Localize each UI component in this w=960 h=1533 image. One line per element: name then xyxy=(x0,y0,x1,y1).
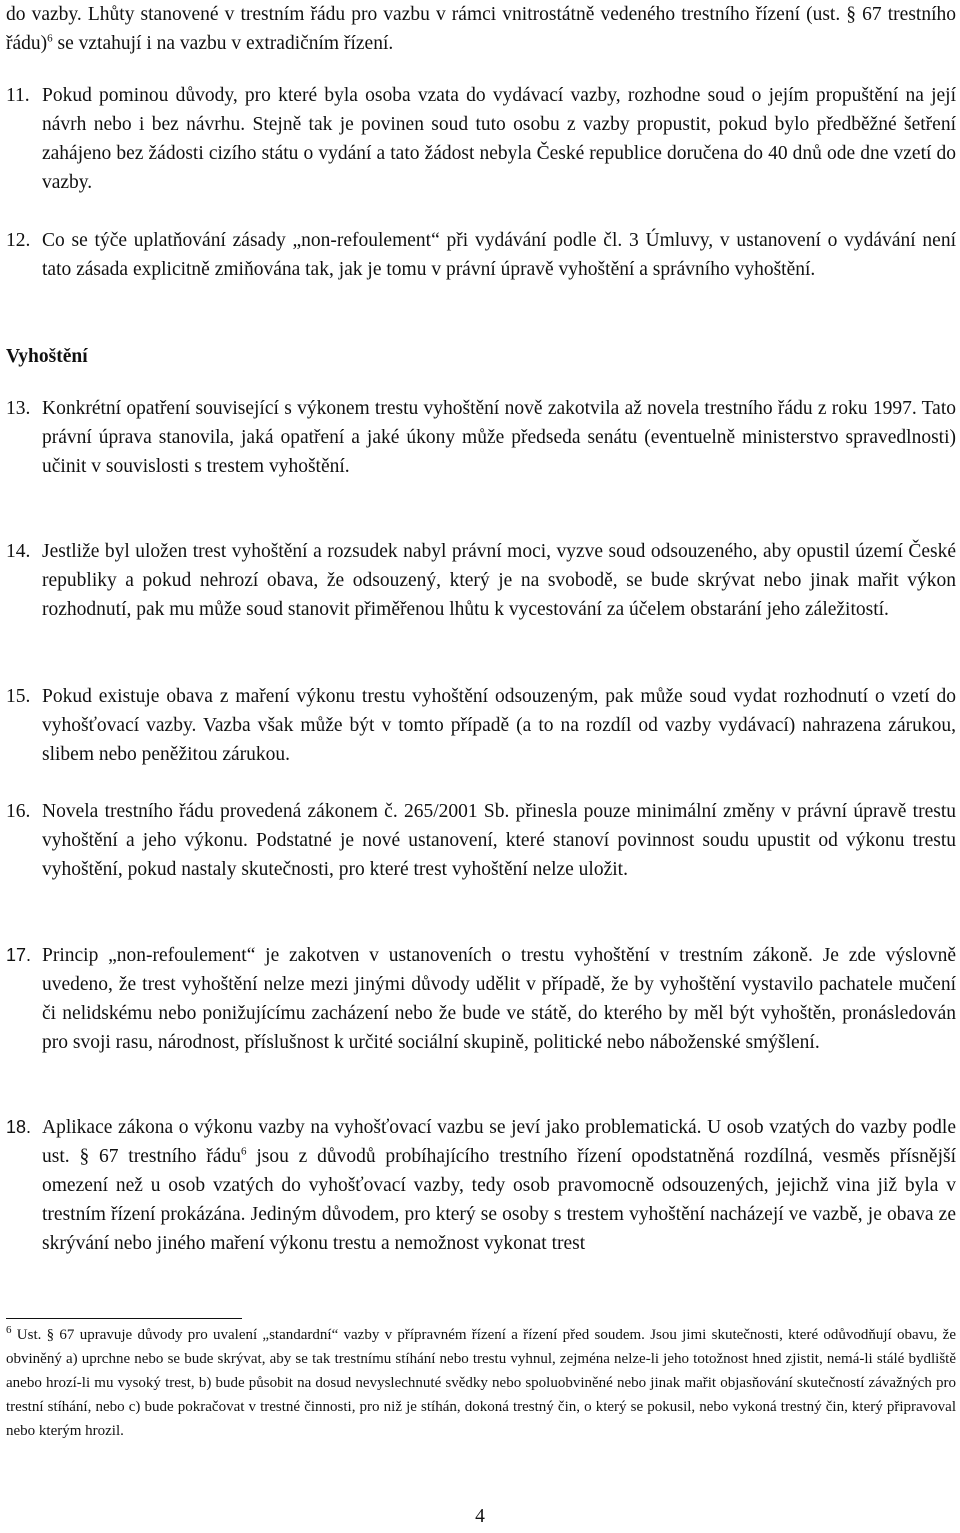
paragraph-number: 13. xyxy=(6,398,31,419)
paragraph-text: Jestliže byl uložen trest vyhoštění a rozsudek nabyl právní moci, vyzve soud odsouzeného, aby opustil území České republiky a pokud nehrozí obava, že odsouzený, který je na svobodě, se bude skrývat nebo jinak mařit výkon rozhodnutí, pak mu může soud stanovit přiměřenou lhůtu k vycestování za účelem obstarání jeho záležitostí. xyxy=(42,541,956,620)
page-number: 4 xyxy=(475,1506,485,1527)
paragraph-text: Co se týče uplatňování zásady „non-refoulement“ při vydávání podle čl. 3 Úmluvy, v ustanovení o vydávání není tato zásada explicitně zmiňována tak, jak je tomu v právní úpravě vyhoštění a správního vyhoštění. xyxy=(42,230,956,280)
footnote-text: Ust. § 67 upravuje důvody pro uvalení „standardní“ vazby v přípravném řízení a řízení před soudem. Jsou jimi skutečnosti, které odůvodňují obavu, že obviněný a) uprchne nebo se bude skrývat, aby se tak trestnímu stíhání nebo trestu vyhnul, zejména nelze-li jeho totožnost hned zjistit, nemá-li stálé bydliště anebo hrozí-li mu vysoký trest, b) bude působit na dosud nevyslechnuté svědky nebo spoluobviněné nebo jinak mařit objasňování skutečností závažných pro trestní stíhání, nebo c) bude pokračovat v trestné činnosti, pro niž je stíhán, dokoná trestný čin, o který se pokusil, nebo vykoná trestný čin, který připravoval nebo kterým hrozil. xyxy=(6,1327,956,1439)
paragraph-17 xyxy=(6,941,956,1057)
paragraph-16 xyxy=(6,797,956,884)
paragraph-number: 12. xyxy=(6,230,31,251)
paragraph-12 xyxy=(6,226,956,284)
footnote-ref[interactable]: 6 xyxy=(241,1145,247,1158)
paragraph-13 xyxy=(6,394,956,481)
footnote-divider xyxy=(6,1318,242,1319)
paragraph-number: 15. xyxy=(6,686,31,707)
footnote-ref[interactable]: 6 xyxy=(47,32,53,45)
paragraph-11 xyxy=(6,81,956,197)
intro-text-b: se vztahují i na vazbu v extradičním řízení. xyxy=(52,33,394,54)
paragraph-15 xyxy=(6,682,956,769)
paragraph-text: Pokud pominou důvody, pro které byla osoba vzata do vydávací vazby, rozhodne soud o jejím propuštění na její návrh nebo i bez návrhu. Stejně tak je povinen soud tuto osobu z vazby propustit, pokud bylo předběžné šetření zahájeno bez žádosti cizího státu o vydání a tato žádost nebyla České republice doručena do 40 dnů ode dne vzetí do vazby. xyxy=(42,85,956,193)
paragraph-text: Novela trestního řádu provedená zákonem č. 265/2001 Sb. přinesla pouze minimální změny v právní úpravě trestu vyhoštění a jeho výkonu. Podstatné je nové ustanovení, které stanoví povinnost soudu upustit od výkonu trestu vyhoštění, pokud nastaly skutečnosti, pro které trest vyhoštění nelze uložit. xyxy=(42,801,956,880)
paragraph-text-b: jsou z důvodů probíhajícího trestního řízení opodstatněná rozdílná, vesměs přísnější omezení než u osob vzatých do vyhošťovací vazby, tedy osob pravomocně odsouzených, jejichž vina již byla v trestním řízení prokázána. Jediným důvodem, pro který se osoby s trestem vyhoštění nacházejí ve vazbě, je obava ze skrývání nebo jiného maření výkonu trestu a nemožnost vykonat trest xyxy=(42,1146,956,1254)
paragraph-number: 11. xyxy=(6,85,30,106)
paragraph-18 xyxy=(6,1113,956,1258)
paragraph-number: 18. xyxy=(6,1117,32,1137)
paragraph-number: 16. xyxy=(6,801,31,822)
paragraph-text: Princip „non-refoulement“ je zakotven v ustanoveních o trestu vyhoštění v trestním zákoně. Je zde výslovně uvedeno, že trest vyhoštění nelze mezi jinými důvody udělit v případě, že by vyhoštění vystavilo pachatele mučení či nelidskému nebo ponižujícímu zacházení nebo že bude ve státě, do kterého by měl být vyhoštěn, pronásledován pro svoji rasu, národnost, příslušnost k určité sociální skupině, politické nebo náboženské smýšlení. xyxy=(42,945,956,1053)
paragraph-text: Pokud existuje obava z maření výkonu trestu vyhoštění odsouzeným, pak může soud vydat rozhodnutí o vzetí do vyhošťovací vazby. Vazba však může být v tomto případě (a to na rozdíl od vazby vydávací) nahrazena zárukou, slibem nebo peněžitou zárukou. xyxy=(42,686,956,765)
intro-text-a: do vazby. Lhůty stanovené v trestním řádu pro vazbu v rámci vnitrostátně vedeného trestního řízení (ust. § 67 trestního řádu) xyxy=(6,4,956,54)
footnote-mark: 6 xyxy=(6,1324,12,1336)
paragraph-number: 14. xyxy=(6,541,31,562)
section-heading: Vyhoštění xyxy=(6,346,88,367)
paragraph-number: 17. xyxy=(6,945,32,965)
intro-paragraph xyxy=(6,0,956,58)
footnote xyxy=(6,1323,956,1443)
paragraph-text: Konkrétní opatření související s výkonem trestu vyhoštění nově zakotvila až novela trestního řádu z roku 1997. Tato právní úprava stanovila, jaká opatření a jaké úkony může předseda senátu (eventuelně ministerstvo spravedlnosti) učinit v souvislosti s trestem vyhoštění. xyxy=(42,398,956,477)
paragraph-text-a: Aplikace zákona o výkonu vazby na vyhošťovací vazbu se jeví jako problematická. U osob vzatých do vazby podle ust. § 67 trestního řádu xyxy=(42,1117,956,1167)
paragraph-14 xyxy=(6,537,956,624)
